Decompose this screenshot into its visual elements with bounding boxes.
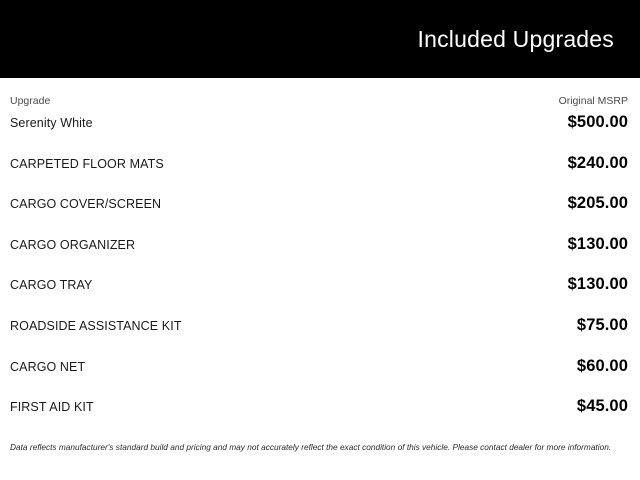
table-row: [10, 357, 628, 398]
upgrade-name: CARGO ORGANIZER: [10, 237, 136, 252]
upgrade-price: $130.00: [567, 275, 628, 294]
upgrade-price: $240.00: [567, 153, 628, 172]
upgrade-price: $130.00: [567, 234, 628, 253]
upgrade-name: CARGO TRAY: [10, 278, 93, 293]
upgrade-price: $205.00: [567, 194, 628, 213]
upgrades-list: [10, 113, 628, 438]
table-row: [10, 194, 628, 235]
upgrade-price: $75.00: [576, 315, 628, 334]
page-header: [0, 0, 640, 78]
column-header-msrp: Original MSRP: [558, 95, 628, 107]
upgrade-price: $500.00: [567, 113, 628, 131]
upgrade-name: CARGO NET: [10, 359, 86, 374]
table-row: [10, 235, 628, 276]
disclaimer-text: Data reflects manufacturer's standard build and pricing and may not accurately reflect the exact condition of this vehicle. Please contact dealer for more information.: [10, 441, 612, 452]
upgrade-name: FIRST AID KIT: [10, 400, 94, 415]
table-row: [10, 275, 628, 316]
upgrade-name: ROADSIDE ASSISTANCE KIT: [10, 318, 182, 333]
column-header-upgrade: Upgrade: [10, 95, 51, 107]
upgrade-price: $45.00: [576, 397, 628, 416]
upgrade-name: CARGO COVER/SCREEN: [10, 197, 162, 212]
table-column-headers: [10, 78, 628, 113]
table-row: [10, 316, 628, 357]
upgrade-name: Serenity White: [10, 116, 93, 130]
table-row: [10, 113, 628, 154]
upgrades-content: [0, 78, 640, 453]
page-title: Included Upgrades: [417, 25, 614, 52]
table-row: [10, 154, 628, 195]
upgrade-price: $60.00: [576, 356, 628, 375]
table-row: [10, 397, 628, 438]
upgrade-name: CARPETED FLOOR MATS: [10, 156, 164, 171]
